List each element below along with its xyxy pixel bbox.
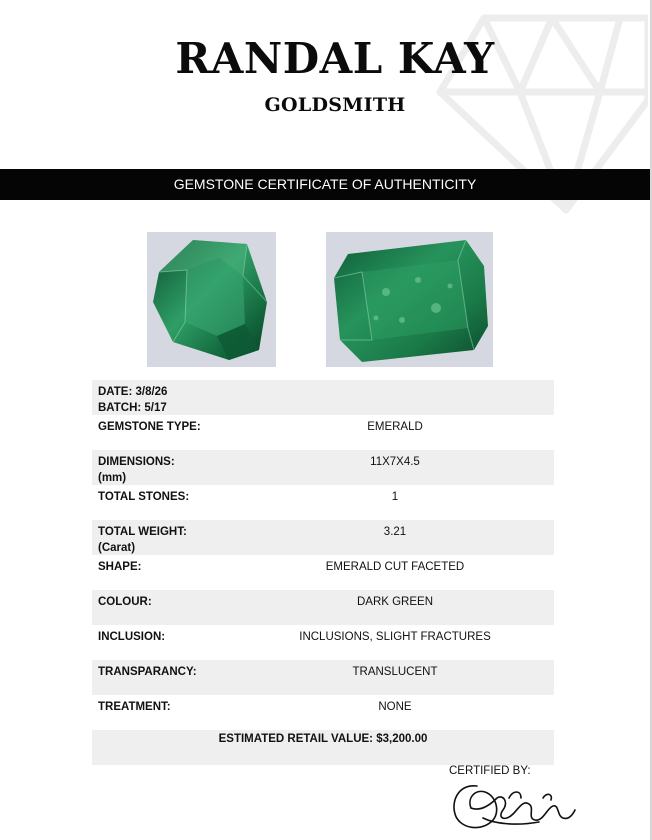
- gemstone-photo-angled: [147, 232, 276, 367]
- row-label: TOTAL WEIGHT: (Carat): [98, 526, 187, 554]
- row-value: TRANSLUCENT: [352, 666, 438, 678]
- table-row: [92, 415, 554, 450]
- row-label: DATE: 3/8/26 BATCH: 5/17: [98, 386, 168, 414]
- brand-subtitle: GOLDSMITH: [264, 94, 406, 116]
- row-label: TRANSPARANCY:: [98, 666, 197, 678]
- brand-name: RANDAL KAY: [175, 34, 495, 83]
- row-label: TOTAL STONES:: [98, 491, 190, 503]
- row-label: INCLUSION:: [98, 631, 166, 643]
- signature-icon: [447, 778, 577, 836]
- gemstone-photo-top: [326, 232, 493, 367]
- row-value: NONE: [378, 701, 412, 713]
- row-value: 11X7X4.5: [370, 456, 420, 468]
- table-row: [92, 485, 554, 520]
- table-row: [92, 590, 554, 625]
- certificate-banner: GEMSTONE CERTIFICATE OF AUTHENTICITY: [0, 169, 650, 200]
- row-value: DARK GREEN: [356, 596, 434, 608]
- row-label: COLOUR:: [98, 596, 152, 608]
- row-value: INCLUSIONS, SLIGHT FRACTURES: [299, 631, 491, 643]
- table-row: [92, 555, 554, 590]
- row-label: DIMENSIONS: (mm): [98, 456, 175, 484]
- certified-by-label: CERTIFIED BY:: [449, 765, 531, 777]
- table-row: [92, 450, 554, 485]
- retail-value: ESTIMATED RETAIL VALUE: $3,200.00: [218, 733, 428, 745]
- row-label: GEMSTONE TYPE:: [98, 421, 201, 433]
- table-row: [92, 380, 554, 415]
- row-label: TREATMENT:: [98, 701, 171, 713]
- table-row: [92, 520, 554, 555]
- row-label: SHAPE:: [98, 561, 142, 573]
- retail-value-row: [92, 730, 554, 765]
- row-value: EMERALD: [367, 421, 423, 433]
- table-row: [92, 625, 554, 660]
- table-row: [92, 695, 554, 730]
- table-row: [92, 660, 554, 695]
- row-value: 1: [391, 491, 399, 503]
- row-value: EMERALD CUT FACETED: [325, 561, 465, 573]
- row-value: 3.21: [383, 526, 407, 538]
